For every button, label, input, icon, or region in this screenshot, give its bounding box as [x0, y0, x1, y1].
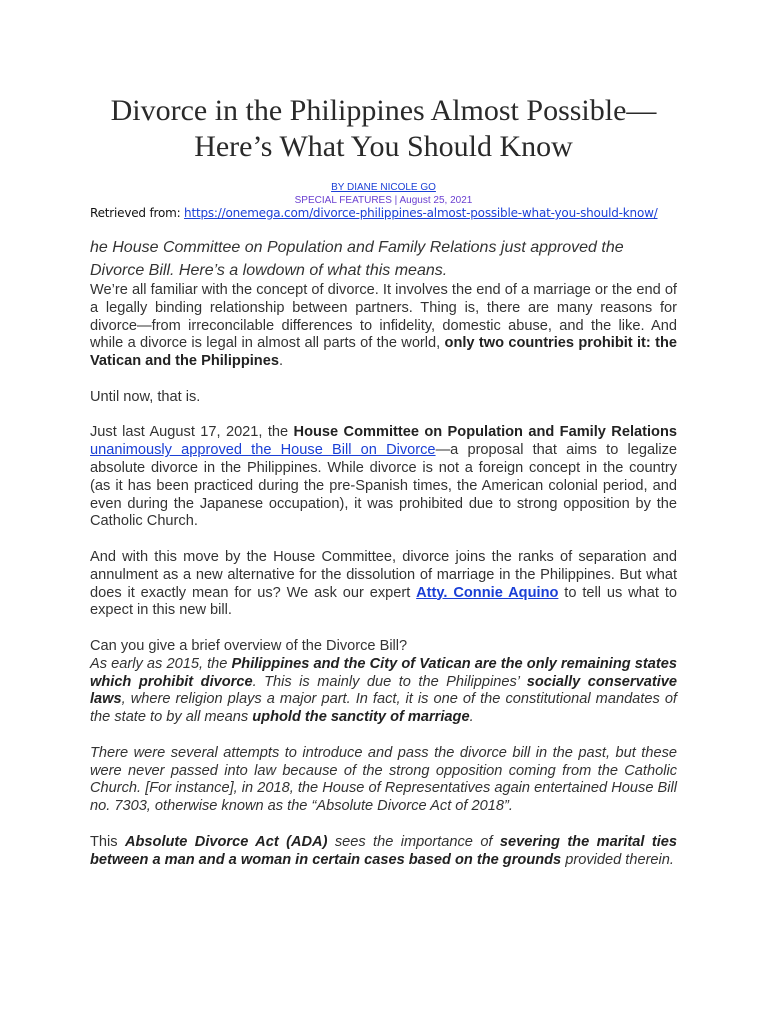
title-line-2: Here’s What You Should Know: [194, 130, 573, 163]
article-body: [90, 282, 677, 869]
bold-phrase: only two countries prohibit it: the Vatican and the Philippines: [90, 335, 677, 370]
paragraph-until-now: Until now, that is.: [90, 388, 201, 405]
article-title: [90, 93, 677, 165]
author-link[interactable]: BY DIANE NICOLE GO: [331, 182, 436, 193]
section-label: SPECIAL FEATURES: [294, 195, 392, 206]
paragraph-expert: And with this move by the House Committee, divorce joins the ranks of separation and annulment as a new alternative for the dissolution of marriage in the Philippines. But what does it exactly mean for us? We ask our expert Atty. Connie Aquino to tell us what to expect in this new bill.: [90, 548, 678, 619]
answer-paragraph-1: As early as 2015, the Philippines and the City of Vatican are the only remaining states which prohibit divorce. This is mainly due to the Philippines’ socially conservative laws, where religion plays a major part. In fact, it is one of the constitutional mandates of the state to by all means uphold the sanctity of marriage.: [90, 655, 677, 726]
expert-link[interactable]: Atty. Connie Aquino: [416, 584, 559, 601]
publish-date: August 25, 2021: [399, 195, 473, 206]
retrieved-from-line: [90, 205, 677, 222]
paragraph-committee: Just last August 17, 2021, the House Committee on Population and Family Relations unanimously approved the House Bill on Divorce—a proposal that aims to legalize absolute divorce in the Philippines. While divorce is not a foreign concept in the country (as it has been practiced during the pre-Spanish times, the American colonial period, and even during the Japanese occupation), it was prohibited due to strong opposition by the Catholic Church.: [90, 424, 678, 530]
paragraph-intro: We’re all familiar with the concept of divorce. It involves the end of a marriage or the end of a legally binding relationship between partners. Thing is, there are many reasons for divorce—from irreconcilable differences to infidelity, domestic abuse, and the like. And while a divorce is legal in almost all parts of the world, only two countries prohibit it: the Vatican and the Philippines.: [90, 282, 677, 370]
title-line-1: Divorce in the Philippines Almost Possible—: [110, 94, 657, 127]
article-lede: he House Committee on Population and Family Relations just approved the Divorce Bill. Here’s a lowdown of what this means.: [90, 239, 624, 279]
retrieved-label: Retrieved from:: [90, 206, 185, 220]
byline-separator: |: [391, 195, 400, 206]
answer-paragraph-3: This Absolute Divorce Act (ADA) sees the importance of severing the marital ties between a man and a woman in certain cases based on the grounds provided therein.: [90, 833, 677, 868]
approved-bill-link[interactable]: unanimously approved the House Bill on Divorce: [90, 442, 436, 459]
answer-paragraph-2: There were several attempts to introduce and pass the divorce bill in the past, but these were never passed into law because of the strong opposition coming from the Catholic Church. [For instance], in 2018, the House of Representatives again entertained House Bill no. 7303, otherwise known as the “Absolute Divorce Act of 2018”.: [90, 744, 677, 815]
committee-name: House Committee on Population and Family Relations: [293, 424, 677, 441]
source-url-link[interactable]: https://onemega.com/divorce-philippines-almost-possible-what-you-should-know/: [184, 206, 658, 220]
interview-question: Can you give a brief overview of the Divorce Bill?: [90, 637, 408, 654]
byline-block: [90, 181, 677, 207]
